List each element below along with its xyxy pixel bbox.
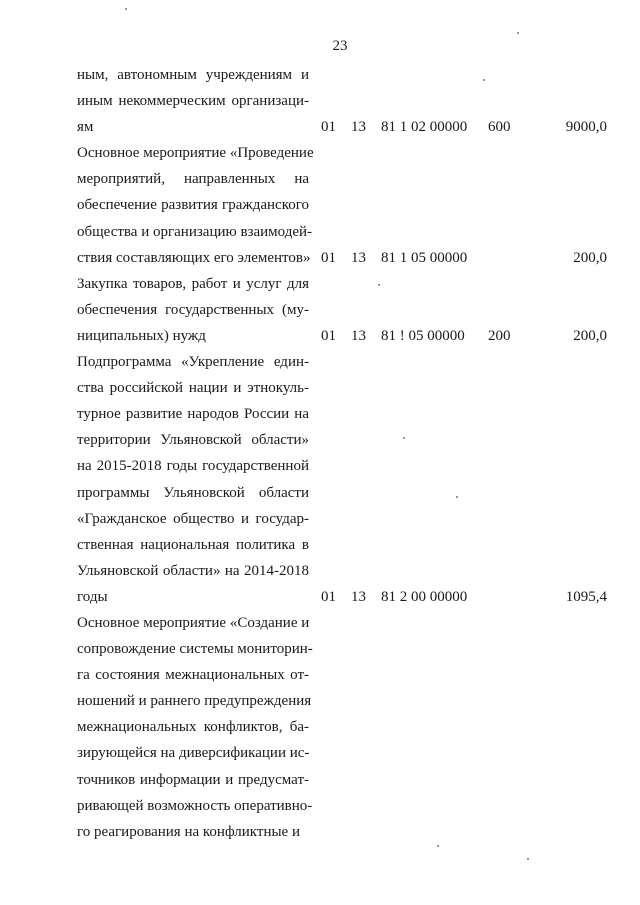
- item-name-line: территории Ульяновской области»: [77, 432, 309, 449]
- scan-speck: [125, 8, 127, 10]
- item-name-line: ривающей возможность оперативно-: [77, 797, 313, 814]
- table-row: [77, 140, 607, 270]
- budget-table: [77, 62, 607, 845]
- item-name: [77, 271, 309, 349]
- scan-speck: [378, 284, 380, 286]
- item-name-line: иным некоммерческим организаци-: [77, 93, 309, 110]
- item-name-line: го реагирования на конфликтные и: [77, 823, 300, 840]
- subsection-code: 13: [351, 327, 366, 344]
- amount: 200,0: [573, 249, 607, 266]
- subsection-code: 13: [351, 249, 366, 266]
- item-name-line: Закупка товаров, работ и услуг для: [77, 275, 309, 292]
- amount: 9000,0: [565, 119, 607, 136]
- item-name-line: точников информации и предусмат-: [77, 771, 309, 788]
- section-code: 01: [321, 119, 336, 136]
- target-article-code: 81 1 02 00000: [381, 119, 468, 136]
- item-name-line: ным, автономным учреждениям и: [77, 67, 309, 83]
- scan-speck: [437, 845, 439, 847]
- item-name-line: ствия составляющих его элементов»: [77, 249, 311, 266]
- table-row: [77, 271, 607, 349]
- item-name-line: ства российской нации и этнокуль-: [77, 380, 309, 397]
- amount: 1095,4: [565, 588, 607, 605]
- section-code: 01: [321, 327, 336, 344]
- section-code: 01: [321, 249, 336, 266]
- item-name-line: Основное мероприятие «Создание и: [77, 614, 310, 631]
- item-name: [77, 349, 309, 610]
- item-name: [77, 610, 313, 845]
- expense-type-code: 600: [488, 119, 511, 136]
- item-name-line: «Гражданское общество и государ-: [77, 510, 309, 527]
- item-name-line: ственная национальная политика в: [77, 536, 309, 553]
- item-name-line: мероприятий, направленных на: [77, 171, 309, 188]
- item-name-line: Ульяновской области» на 2014-2018: [77, 562, 309, 579]
- subsection-code: 13: [351, 119, 366, 136]
- scan-speck: [403, 437, 405, 439]
- target-article-code: 81 1 05 00000: [381, 249, 468, 266]
- item-name-line: ношений и раннего предупреждения: [77, 693, 312, 710]
- item-name-line: турное развитие народов России на: [77, 406, 309, 423]
- section-code: 01: [321, 588, 336, 605]
- amount: 200,0: [573, 327, 607, 344]
- item-name-line: общества и организацию взаимодей-: [77, 223, 313, 240]
- item-name-line: Подпрограмма «Укрепление един-: [77, 354, 309, 371]
- item-name-line: на 2015-2018 годы государственной: [77, 458, 309, 475]
- item-name-line: годы: [77, 588, 108, 605]
- scan-speck: [527, 858, 529, 860]
- target-article-code: 81 ! 05 00000: [381, 327, 465, 344]
- target-article-code: 81 2 00 00000: [381, 588, 468, 605]
- item-name-line: обеспечение развития гражданского: [77, 197, 309, 214]
- item-name-line: ям: [77, 119, 94, 136]
- expense-type-code: 200: [488, 327, 511, 344]
- item-name-line: Основное мероприятие «Проведение: [77, 145, 314, 162]
- item-name-line: га состояния межнациональных от-: [77, 667, 309, 684]
- item-name-line: зирующейся на диверсификации ис-: [77, 745, 310, 762]
- item-name-line: программы Ульяновской области: [77, 484, 309, 501]
- page-number: 23: [332, 38, 348, 54]
- scan-speck: [517, 32, 519, 34]
- subsection-code: 13: [351, 588, 366, 605]
- item-name: [77, 140, 314, 270]
- item-name-line: ниципальных) нужд: [77, 327, 206, 344]
- scan-speck: [483, 79, 485, 81]
- scan-speck: [456, 496, 458, 498]
- item-name: [77, 62, 309, 140]
- table-row: [77, 349, 607, 610]
- table-row: [77, 610, 607, 845]
- item-name-line: обеспечения государственных (му-: [77, 301, 309, 318]
- item-name-line: сопровождение системы мониторин-: [77, 641, 313, 658]
- item-name-line: межнациональных конфликтов, ба-: [77, 719, 309, 736]
- table-row: [77, 62, 607, 140]
